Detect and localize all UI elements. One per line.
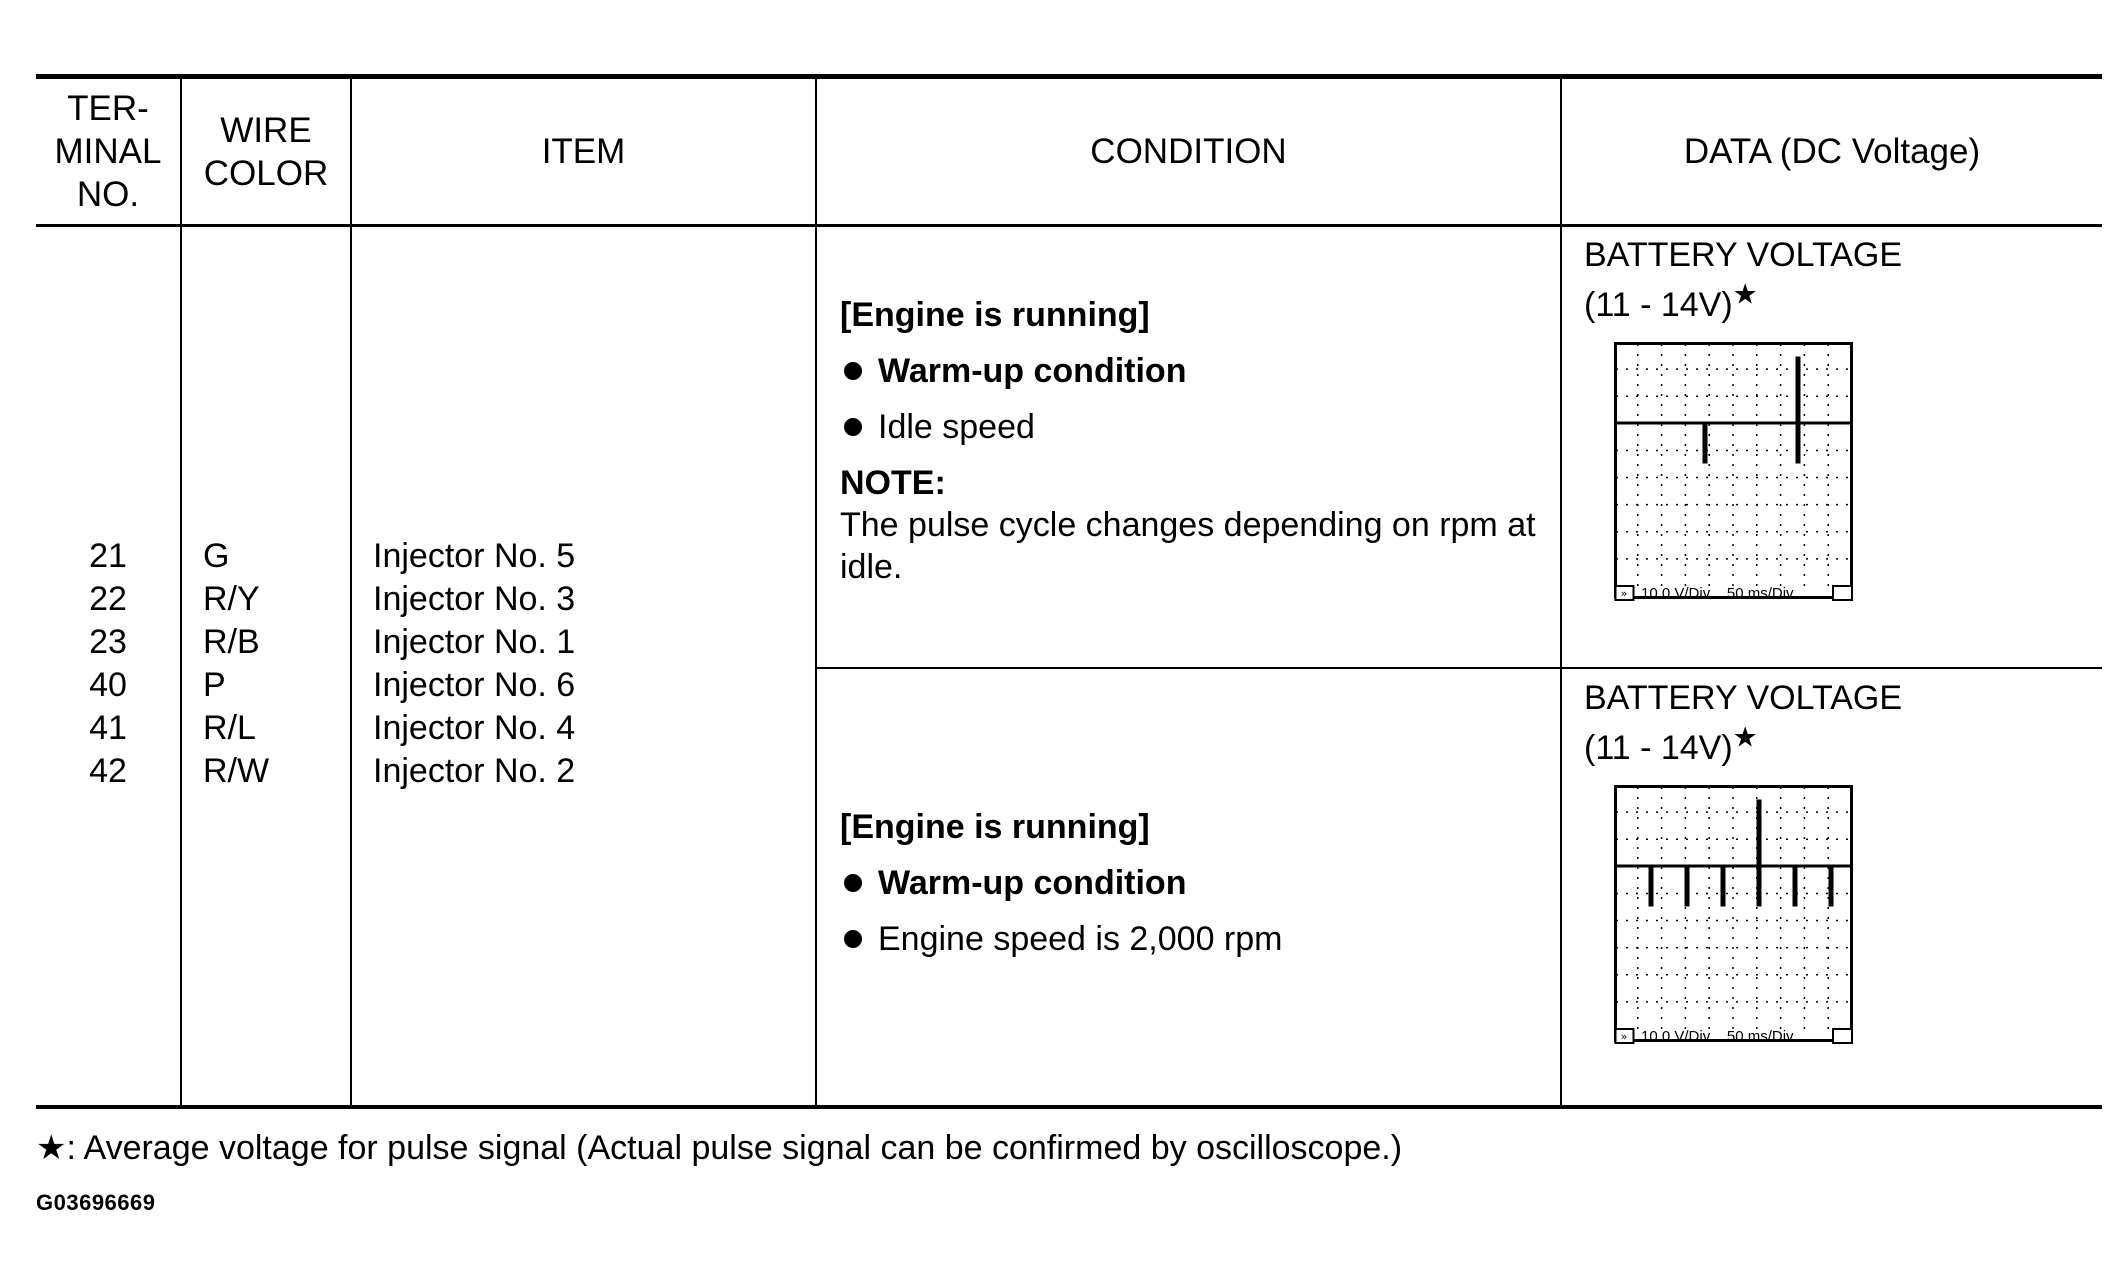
terminal-number: 40 [89, 666, 127, 704]
footnote-text: : Average voltage for pulse signal (Actual pulse signal can be confirmed by oscilloscope.) [66, 1129, 1403, 1167]
oscilloscope-trace-idle [1614, 342, 1854, 612]
condition-heading: [Engine is running] [840, 296, 1150, 334]
star-icon: ★ [1732, 721, 1758, 753]
star-icon: ★ [1732, 278, 1758, 310]
scope-scale: 10.0 V/Div 50 ms/Div [1641, 585, 1794, 602]
item-list [373, 535, 575, 793]
wire-color-list [203, 535, 269, 793]
data-label: BATTERY VOLTAGE [1584, 236, 1903, 274]
header-condition: CONDITION [1090, 132, 1287, 171]
injector-item: Injector No. 4 [373, 709, 576, 747]
terminal-list [36, 535, 180, 793]
injector-item: Injector No. 3 [373, 580, 576, 618]
scope-marker: » [1620, 587, 1628, 600]
condition-2000rpm [840, 806, 1550, 960]
injector-item: Injector No. 5 [373, 537, 576, 575]
oscilloscope-trace-2000rpm [1614, 785, 1854, 1055]
condition-bullet: Idle speed [840, 406, 1550, 448]
terminal-number: 41 [89, 709, 127, 747]
bullet-icon [844, 874, 862, 892]
note-text-line: idle. [840, 548, 903, 586]
data-voltage-idle [1584, 230, 1902, 330]
condition-idle [840, 294, 1550, 588]
note-text-line: The pulse cycle changes depending on rpm at [840, 506, 1536, 544]
waveform [1616, 358, 1852, 462]
scope-scale: 10.0 V/Div 50 ms/Div [1641, 1028, 1794, 1045]
data-voltage-2000rpm [1584, 673, 1902, 773]
scope-grid [1616, 787, 1852, 1029]
column-divider-2 [350, 78, 352, 1106]
bullet-icon [844, 362, 862, 380]
condition-bullet: Engine speed is 2,000 rpm [840, 918, 1550, 960]
column-divider-1 [180, 78, 182, 1106]
star-icon: ★ [36, 1129, 67, 1167]
header-data: DATA (DC Voltage) [1683, 132, 1981, 171]
wire-color: P [203, 666, 226, 704]
column-divider-3 [815, 78, 817, 1106]
terminal-number: 23 [89, 623, 127, 661]
header-item: ITEM [541, 132, 626, 171]
injector-item: Injector No. 2 [373, 752, 576, 790]
injector-item: Injector No. 1 [373, 623, 576, 661]
footnote [36, 1128, 1402, 1168]
wire-color: G [203, 537, 230, 575]
terminal-number: 22 [89, 580, 127, 618]
terminal-number: 42 [89, 752, 127, 790]
bullet-icon [844, 930, 862, 948]
header-terminal-no: TER- MINAL NO. [54, 89, 162, 214]
scope-marker: » [1620, 1030, 1628, 1043]
figure-id: G03696669 [36, 1190, 156, 1215]
condition-bullet: Warm-up condition [840, 862, 1550, 904]
waveform [1616, 801, 1852, 905]
wire-color: R/L [203, 709, 256, 747]
data-label: BATTERY VOLTAGE [1584, 679, 1903, 717]
column-divider-4 [1560, 78, 1562, 1106]
header-bottom-rule [36, 224, 2102, 227]
wire-color: R/B [203, 623, 260, 661]
row-divider [815, 667, 2102, 669]
data-range: (11 - 14V)★ [1584, 721, 1758, 767]
injector-item: Injector No. 6 [373, 666, 576, 704]
condition-bullet: Warm-up condition [840, 350, 1550, 392]
wire-color: R/W [203, 752, 270, 790]
condition-heading: [Engine is running] [840, 808, 1150, 846]
scope-grid [1616, 344, 1852, 586]
bullet-icon [844, 418, 862, 436]
header-wire-color: WIRE COLOR [203, 110, 329, 193]
table-bottom-rule [36, 1105, 2102, 1109]
wire-color: R/Y [203, 580, 260, 618]
note-label: NOTE: [840, 464, 946, 502]
terminal-number: 21 [89, 537, 127, 575]
data-range: (11 - 14V)★ [1584, 278, 1758, 324]
